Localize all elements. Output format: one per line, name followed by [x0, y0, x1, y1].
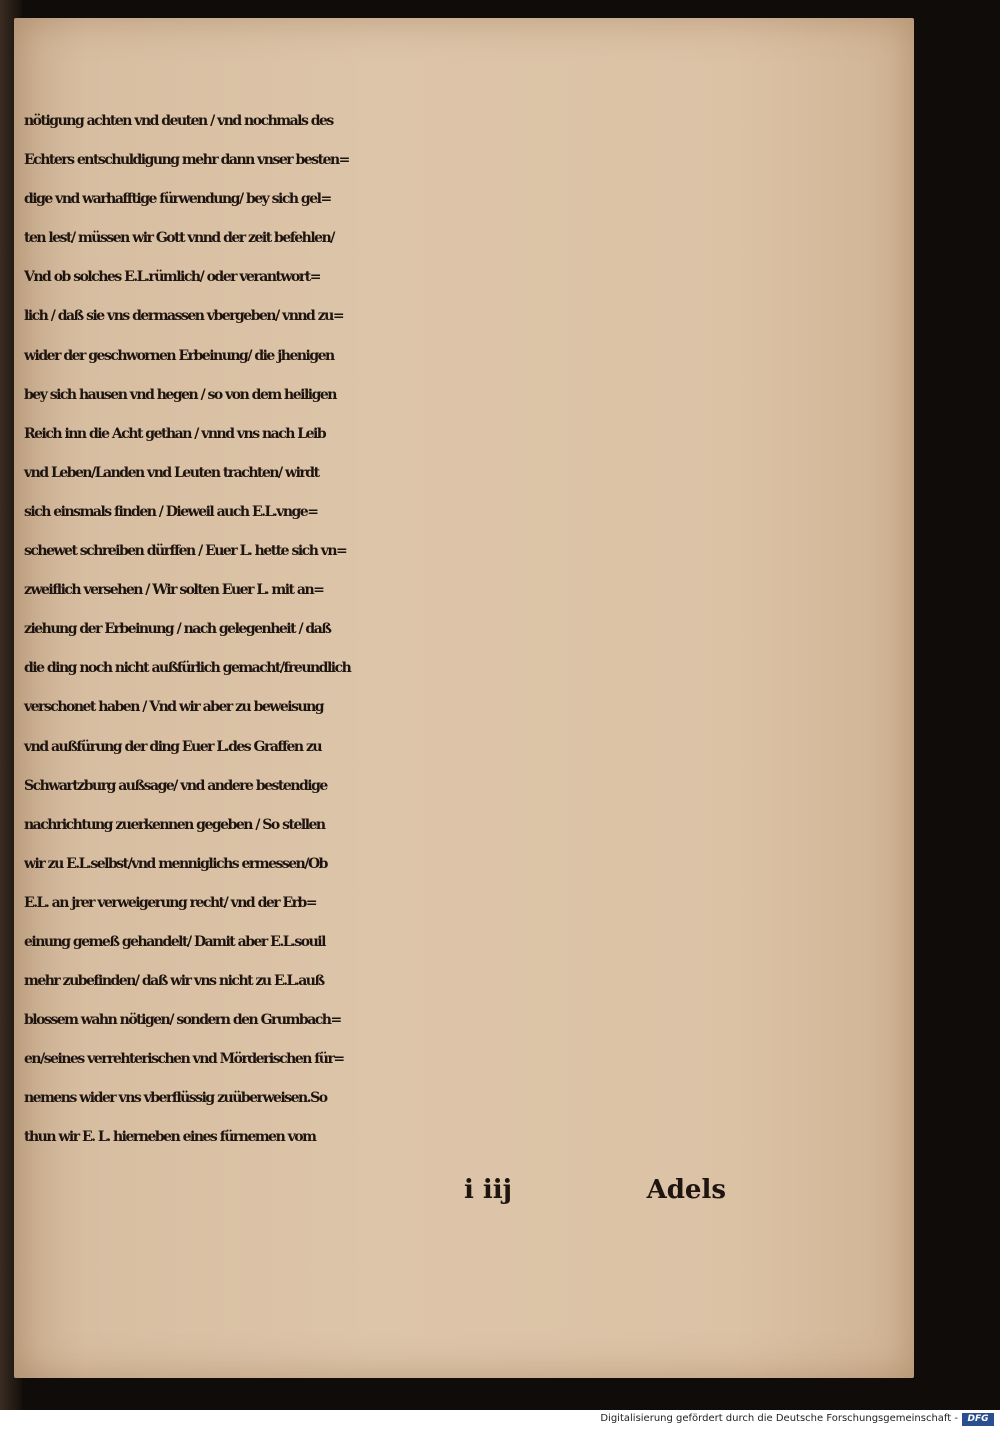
text-line: thun wir E. L. hierneben eines fürnemen vom [24, 1129, 316, 1146]
text-line: dige vnd warhafftige fürwendung/ bey sich gel= [24, 191, 331, 208]
funding-footer [0, 1410, 1000, 1430]
text-line: einung gemeß gehandelt/ Damit aber E.L.souil [24, 933, 325, 950]
text-line: nachrichtung zuerkennen gegeben / So stellen [24, 816, 325, 833]
page-text-block [24, 102, 744, 1158]
text-line: zweiflich versehen / Wir solten Euer L. mit an= [24, 582, 324, 599]
text-line: Vnd ob solches E.L.rümlich/ oder verantwort= [24, 269, 320, 286]
text-line: nötigung achten vnd deuten / vnd nochmals des [24, 113, 333, 129]
text-line: vnd außfürung der ding Euer L.des Graffen zu [24, 738, 322, 755]
text-line: ten lest/ müssen wir Gott vnnd der zeit befehlen/ [24, 230, 334, 247]
text-line: lich / daß sie vns dermassen vbergeben/ vnnd zu= [24, 308, 344, 325]
text-line: bey sich hausen vnd hegen / so von dem heiligen [24, 386, 336, 403]
text-line: schewet schreiben dürffen / Euer L. hette sich vn= [24, 543, 347, 560]
text-line: verschonet haben / Vnd wir aber zu beweisung [24, 699, 324, 716]
text-line: die ding noch nicht außfürlich gemacht/freundlich [24, 660, 351, 677]
text-line: vnd Leben/Landen vnd Leuten trachten/ wirdt [24, 464, 319, 481]
text-line: blossem wahn nötigen/ sondern den Grumbach= [24, 1012, 341, 1029]
text-line: sich einsmals finden / Dieweil auch E.L.vnge= [24, 503, 318, 520]
text-line: ziehung der Erbeinung / nach gelegenheit / daß [24, 621, 331, 638]
book-page [14, 18, 914, 1378]
text-line: mehr zubefinden/ daß wir vns nicht zu E.L.auß [24, 973, 324, 990]
text-line: E.L. an jrer verweigerung recht/ vnd der Erb= [24, 894, 317, 911]
text-line: wir zu E.L.selbst/vnd menniglichs ermessen/Ob [24, 855, 327, 872]
funding-notice: Digitalisierung gefördert durch die Deutsche Forschungsgemeinschaft - [600, 1413, 958, 1424]
text-line: wider der geschwornen Erbeinung/ die jhenigen [24, 347, 334, 364]
text-line: nemens wider vns vberflüssig zuüberweisen.So [24, 1090, 327, 1107]
catchword: Adels [646, 1175, 726, 1205]
page-footer-line [24, 1170, 726, 1210]
text-line: Schwartzburg außsage/ vnd andere bestendige [24, 777, 327, 794]
text-line: en/seines verrehterischen vnd Mörderischen für= [24, 1051, 344, 1068]
dfg-logo: DFG [962, 1413, 994, 1426]
text-line: Echters entschuldigung mehr dann vnser besten= [24, 152, 349, 169]
signature-mark: i iij [464, 1175, 513, 1205]
text-line: Reich inn die Acht gethan / vnnd vns nach Leib [24, 425, 326, 442]
